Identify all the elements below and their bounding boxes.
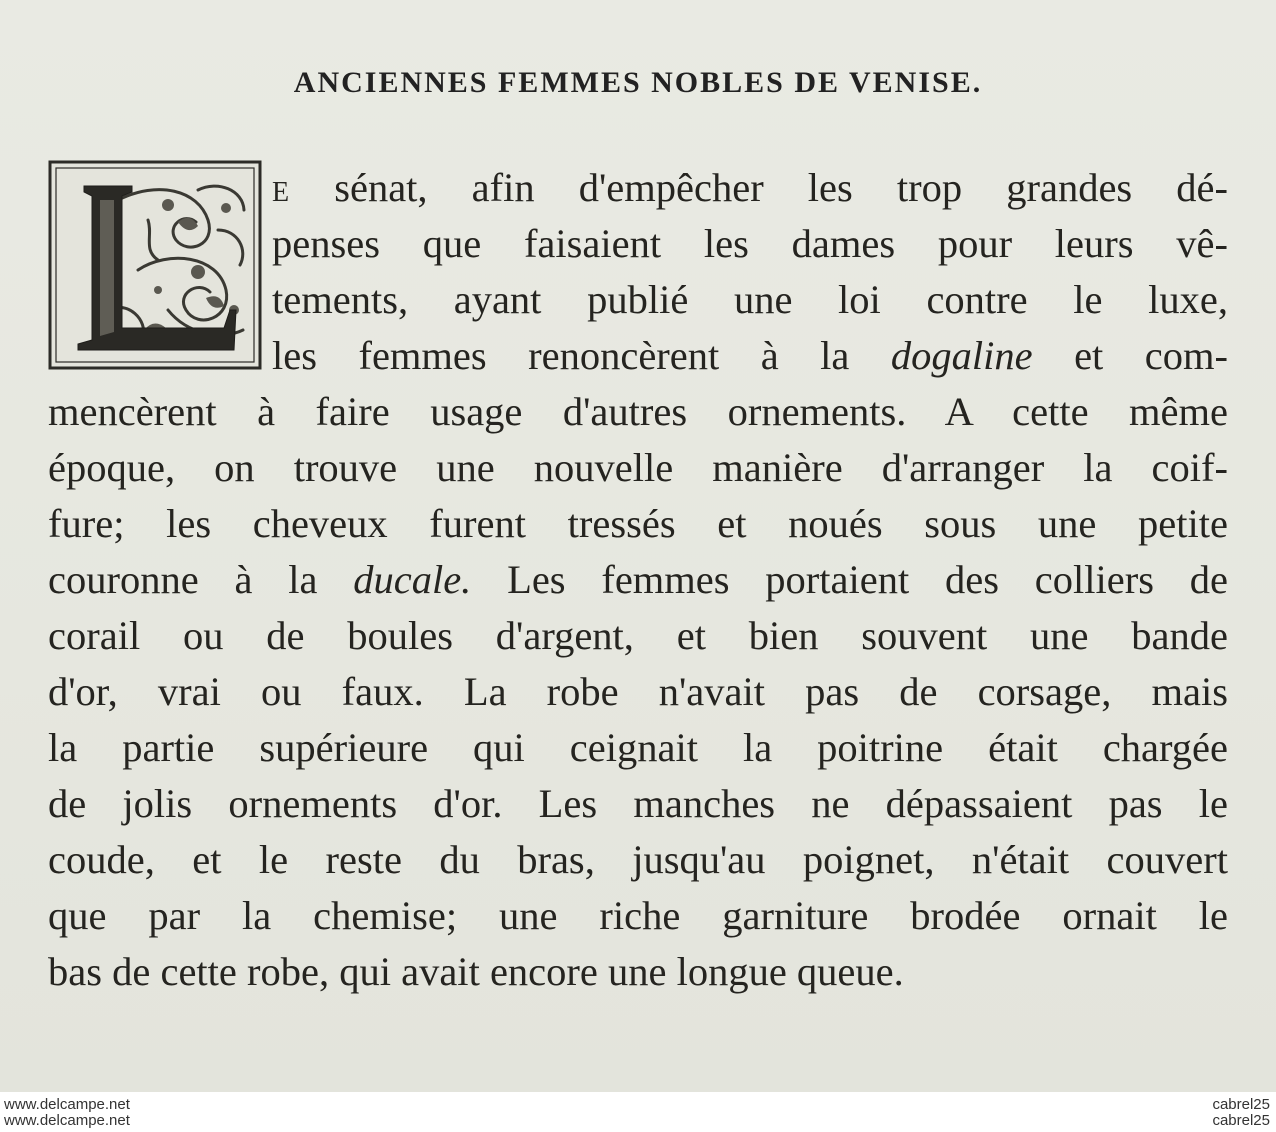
- watermark-seller-top: cabrel25: [1212, 1096, 1270, 1113]
- text-line-8: [48, 552, 1228, 608]
- ornate-drop-cap-letter: [48, 160, 262, 370]
- text-line-14: que par la chemise; une riche garniture brodée ornait le: [48, 893, 1228, 938]
- text-line-11: la partie supérieure qui ceignait la poitrine était chargée: [48, 725, 1228, 770]
- text-line-1: [272, 160, 1228, 216]
- line-8-part-1: couronne à la: [48, 557, 354, 602]
- text-line-10: d'or, vrai ou faux. La robe n'avait pas de corsage, mais: [48, 669, 1228, 714]
- text-line-6: époque, on trouve une nouvelle manière d'arranger la coif-: [48, 445, 1228, 490]
- text-line-13: coude, et le reste du bras, jusqu'au poignet, n'était couvert: [48, 837, 1228, 882]
- line-4-part-3: et com-: [1032, 333, 1228, 378]
- line-4-part-1: les femmes renoncèrent à la: [272, 333, 891, 378]
- watermark-footer: [0, 1092, 1276, 1132]
- watermark-seller-bottom: cabrel25: [1212, 1112, 1270, 1129]
- text-line-9: corail ou de boules d'argent, et bien souvent une bande: [48, 613, 1228, 658]
- italic-term-dogaline: dogaline: [890, 333, 1033, 378]
- text-line-15: bas de cette robe, qui avait encore une longue queue.: [48, 949, 904, 994]
- text-line-7: fure; les cheveux furent tressés et noués sous une petite: [48, 501, 1228, 546]
- line-8-part-3: Les femmes portaient des colliers de: [471, 557, 1228, 602]
- text-line-12: de jolis ornements d'or. Les manches ne dépassaient pas le: [48, 781, 1228, 826]
- first-word-lead: e: [272, 165, 291, 210]
- watermark-site-top: www.delcampe.net: [4, 1096, 130, 1113]
- italic-term-ducale: ducale.: [353, 557, 472, 602]
- watermark-site-bottom: www.delcampe.net: [4, 1112, 130, 1129]
- text-line-2: penses que faisaient les dames pour leurs vê-: [272, 221, 1228, 266]
- text-line-3: tements, ayant publié une loi contre le luxe,: [272, 277, 1228, 322]
- line-1-text: sénat, afin d'empêcher les trop grandes dé-: [334, 165, 1228, 210]
- text-line-4: [272, 328, 1228, 384]
- page-title: ANCIENNES FEMMES NOBLES DE VENISE.: [293, 66, 983, 99]
- text-line-5: mencèrent à faire usage d'autres ornements. A cette même: [48, 389, 1228, 434]
